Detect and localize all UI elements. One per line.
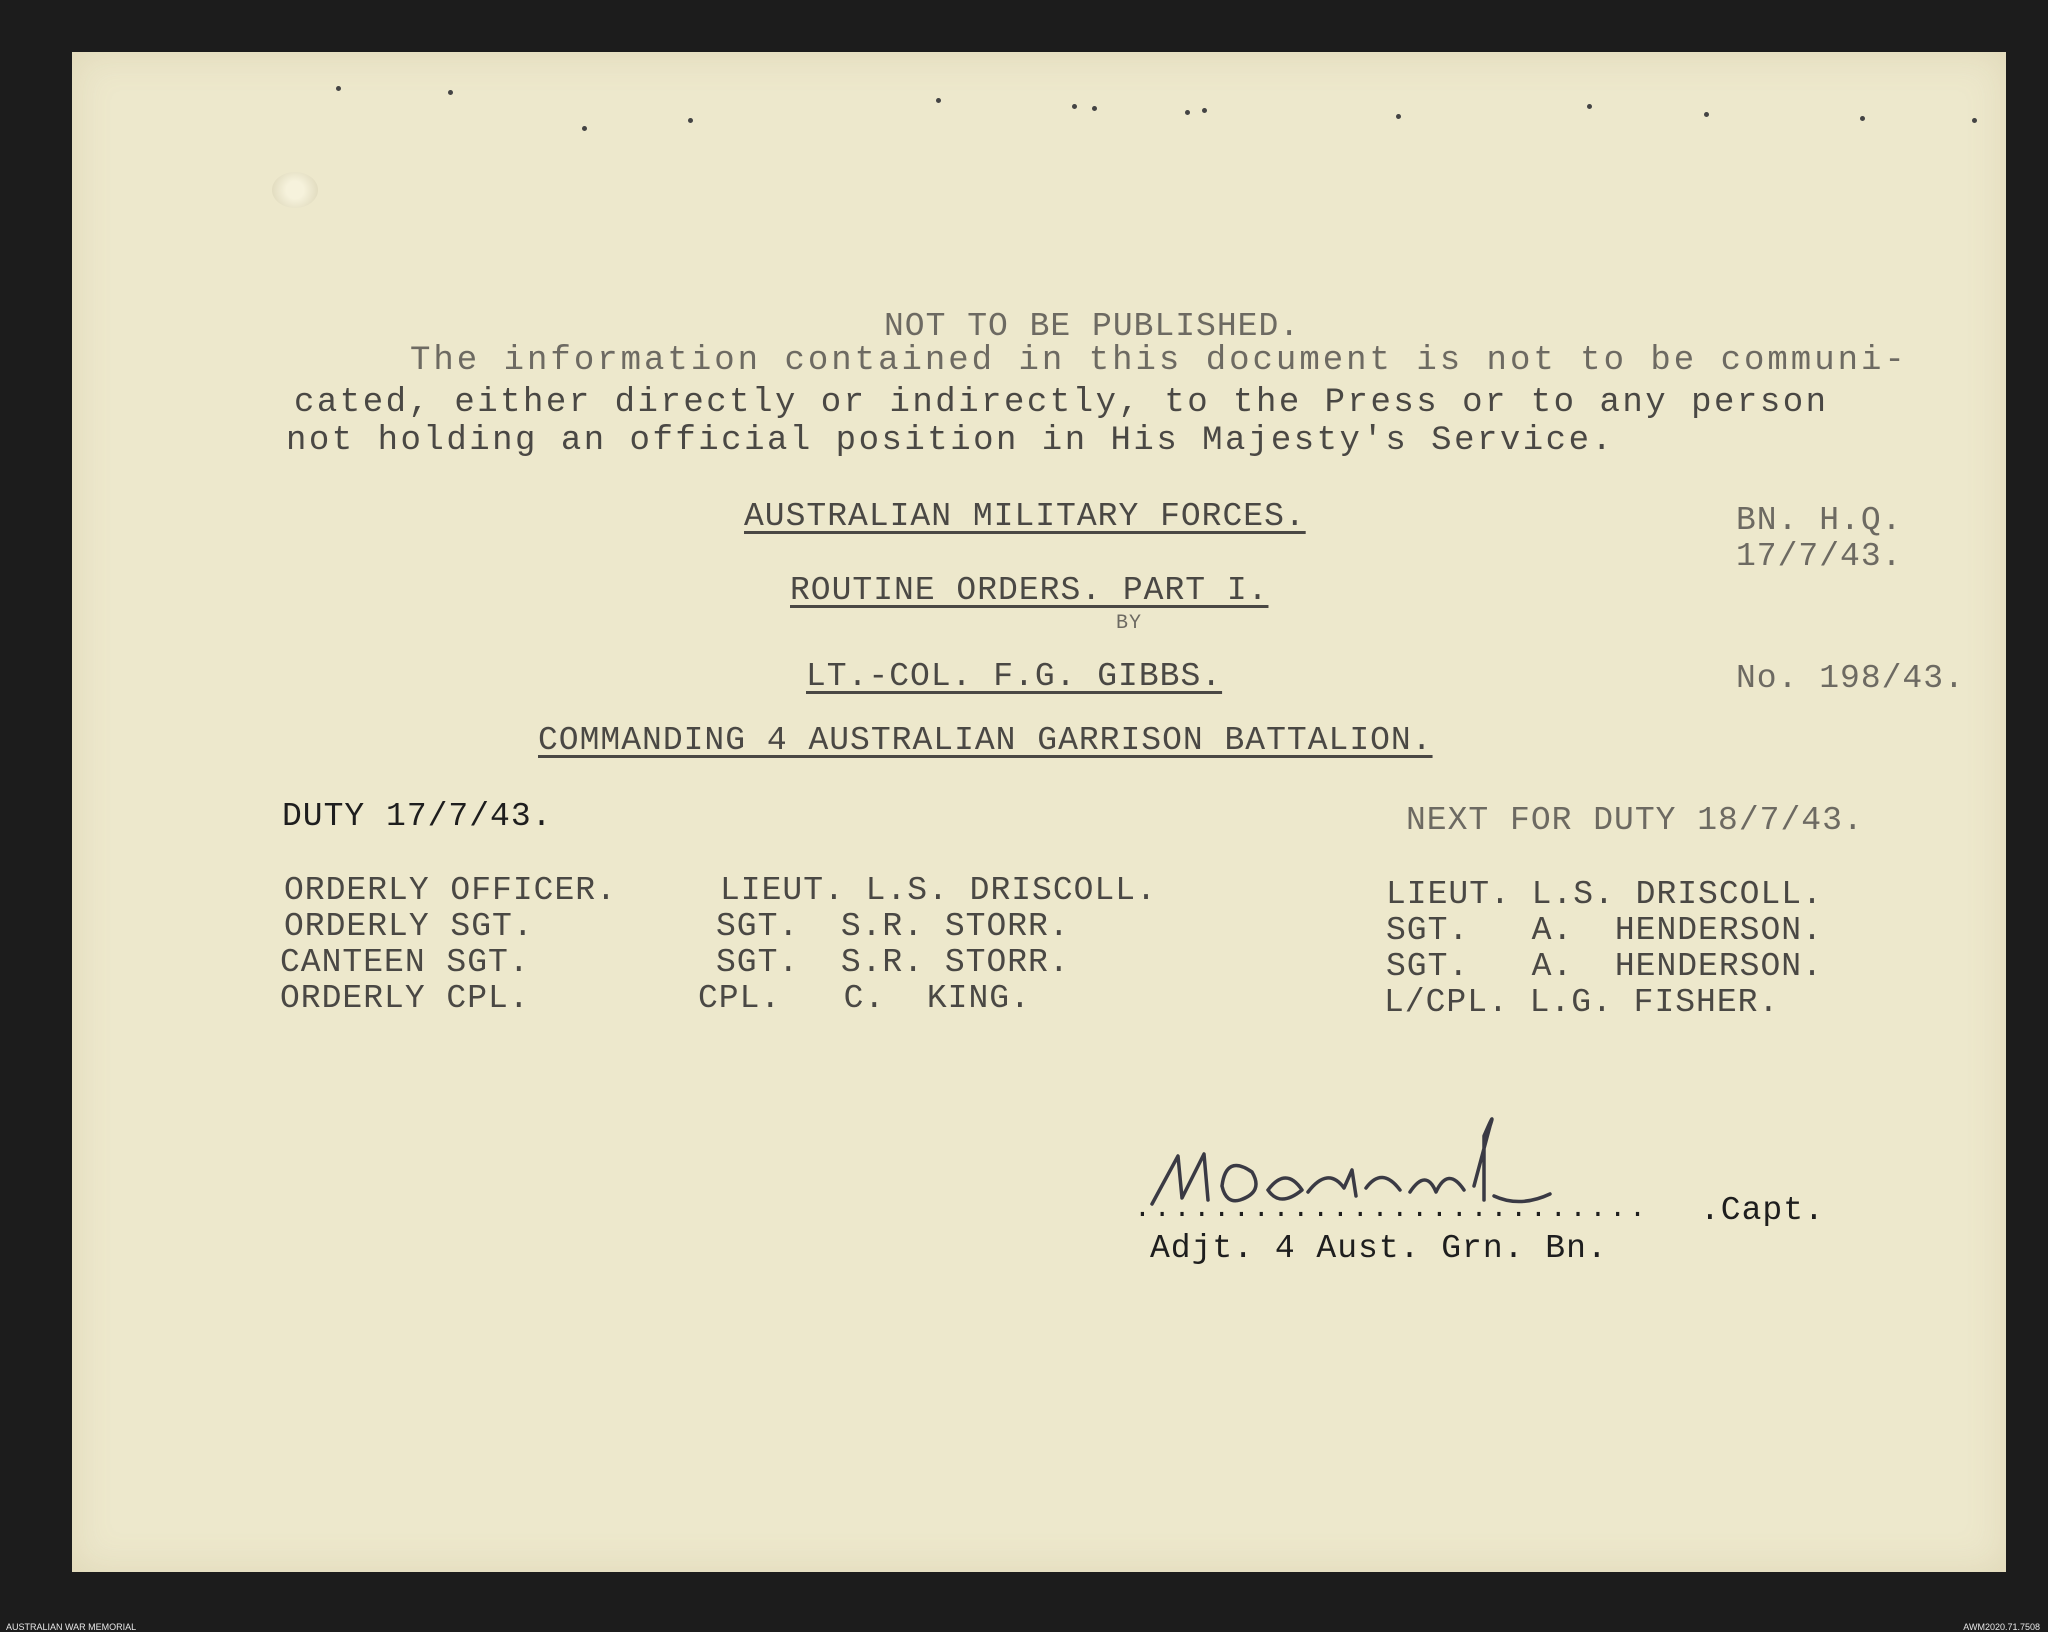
duty-today-name: SGT. S.R. STORR. bbox=[716, 944, 1070, 981]
signature-line: .......................... bbox=[1134, 1194, 1649, 1225]
duty-today-label: DUTY 17/7/43. bbox=[282, 798, 553, 835]
duty-role: ORDERLY OFFICER. bbox=[284, 872, 617, 909]
duty-next-name: LIEUT. L.S. DRISCOLL. bbox=[1386, 876, 1823, 913]
document-page bbox=[72, 52, 2006, 1572]
hq-label: BN. H.Q. bbox=[1736, 502, 1903, 539]
duty-role: CANTEEN SGT. bbox=[280, 944, 530, 981]
duty-next-label: NEXT FOR DUTY 18/7/43. bbox=[1406, 802, 1864, 839]
perforation-mark bbox=[1185, 110, 1190, 115]
perforation-mark bbox=[1202, 108, 1207, 113]
hq-date: 17/7/43. bbox=[1736, 538, 1903, 575]
org-heading: AUSTRALIAN MILITARY FORCES. bbox=[744, 498, 1306, 535]
perforation-mark bbox=[1972, 118, 1977, 123]
unit-heading: COMMANDING 4 AUSTRALIAN GARRISON BATTALION. bbox=[538, 722, 1433, 759]
duty-today-name: LIEUT. L.S. DRISCOLL. bbox=[720, 872, 1157, 909]
perforation-mark bbox=[336, 86, 341, 91]
commander-name: LT.-COL. F.G. GIBBS. bbox=[806, 658, 1223, 695]
notice-line: not holding an official position in His Majesty's Service. bbox=[286, 422, 1615, 460]
perforation-mark bbox=[936, 98, 941, 103]
perforation-mark bbox=[1587, 104, 1592, 109]
paper-crease-mark bbox=[272, 172, 318, 208]
by-label: BY bbox=[1116, 612, 1143, 635]
notice-line: The information contained in this document is not to be communi- bbox=[410, 342, 1908, 380]
signature-position: Adjt. 4 Aust. Grn. Bn. bbox=[1150, 1230, 1608, 1267]
orders-title: ROUTINE ORDERS. PART I. bbox=[790, 572, 1269, 609]
duty-role: ORDERLY CPL. bbox=[280, 980, 530, 1017]
duty-next-name: L/CPL. L.G. FISHER. bbox=[1384, 984, 1780, 1021]
perforation-mark bbox=[1860, 116, 1865, 121]
duty-next-name: SGT. A. HENDERSON. bbox=[1386, 912, 1823, 949]
perforation-mark bbox=[1072, 104, 1077, 109]
duty-today-name: SGT. S.R. STORR. bbox=[716, 908, 1070, 945]
footer-archive-name: AUSTRALIAN WAR MEMORIAL bbox=[6, 1622, 137, 1632]
duty-role: ORDERLY SGT. bbox=[284, 908, 534, 945]
perforation-mark bbox=[1396, 114, 1401, 119]
duty-next-name: SGT. A. HENDERSON. bbox=[1386, 948, 1823, 985]
order-number: No. 198/43. bbox=[1736, 660, 1965, 697]
signature-rank: .Capt. bbox=[1700, 1192, 1825, 1229]
perforation-mark bbox=[582, 126, 587, 131]
duty-today-name: CPL. C. KING. bbox=[698, 980, 1031, 1017]
notice-line: cated, either directly or indirectly, to the Press or to any person bbox=[294, 384, 1829, 422]
notice-title: NOT TO BE PUBLISHED. bbox=[884, 308, 1301, 345]
perforation-mark bbox=[448, 90, 453, 95]
footer-accession-number: AWM2020.71.7508 bbox=[1963, 1622, 2040, 1632]
perforation-mark bbox=[688, 118, 693, 123]
perforation-mark bbox=[1092, 106, 1097, 111]
perforation-mark bbox=[1704, 112, 1709, 117]
